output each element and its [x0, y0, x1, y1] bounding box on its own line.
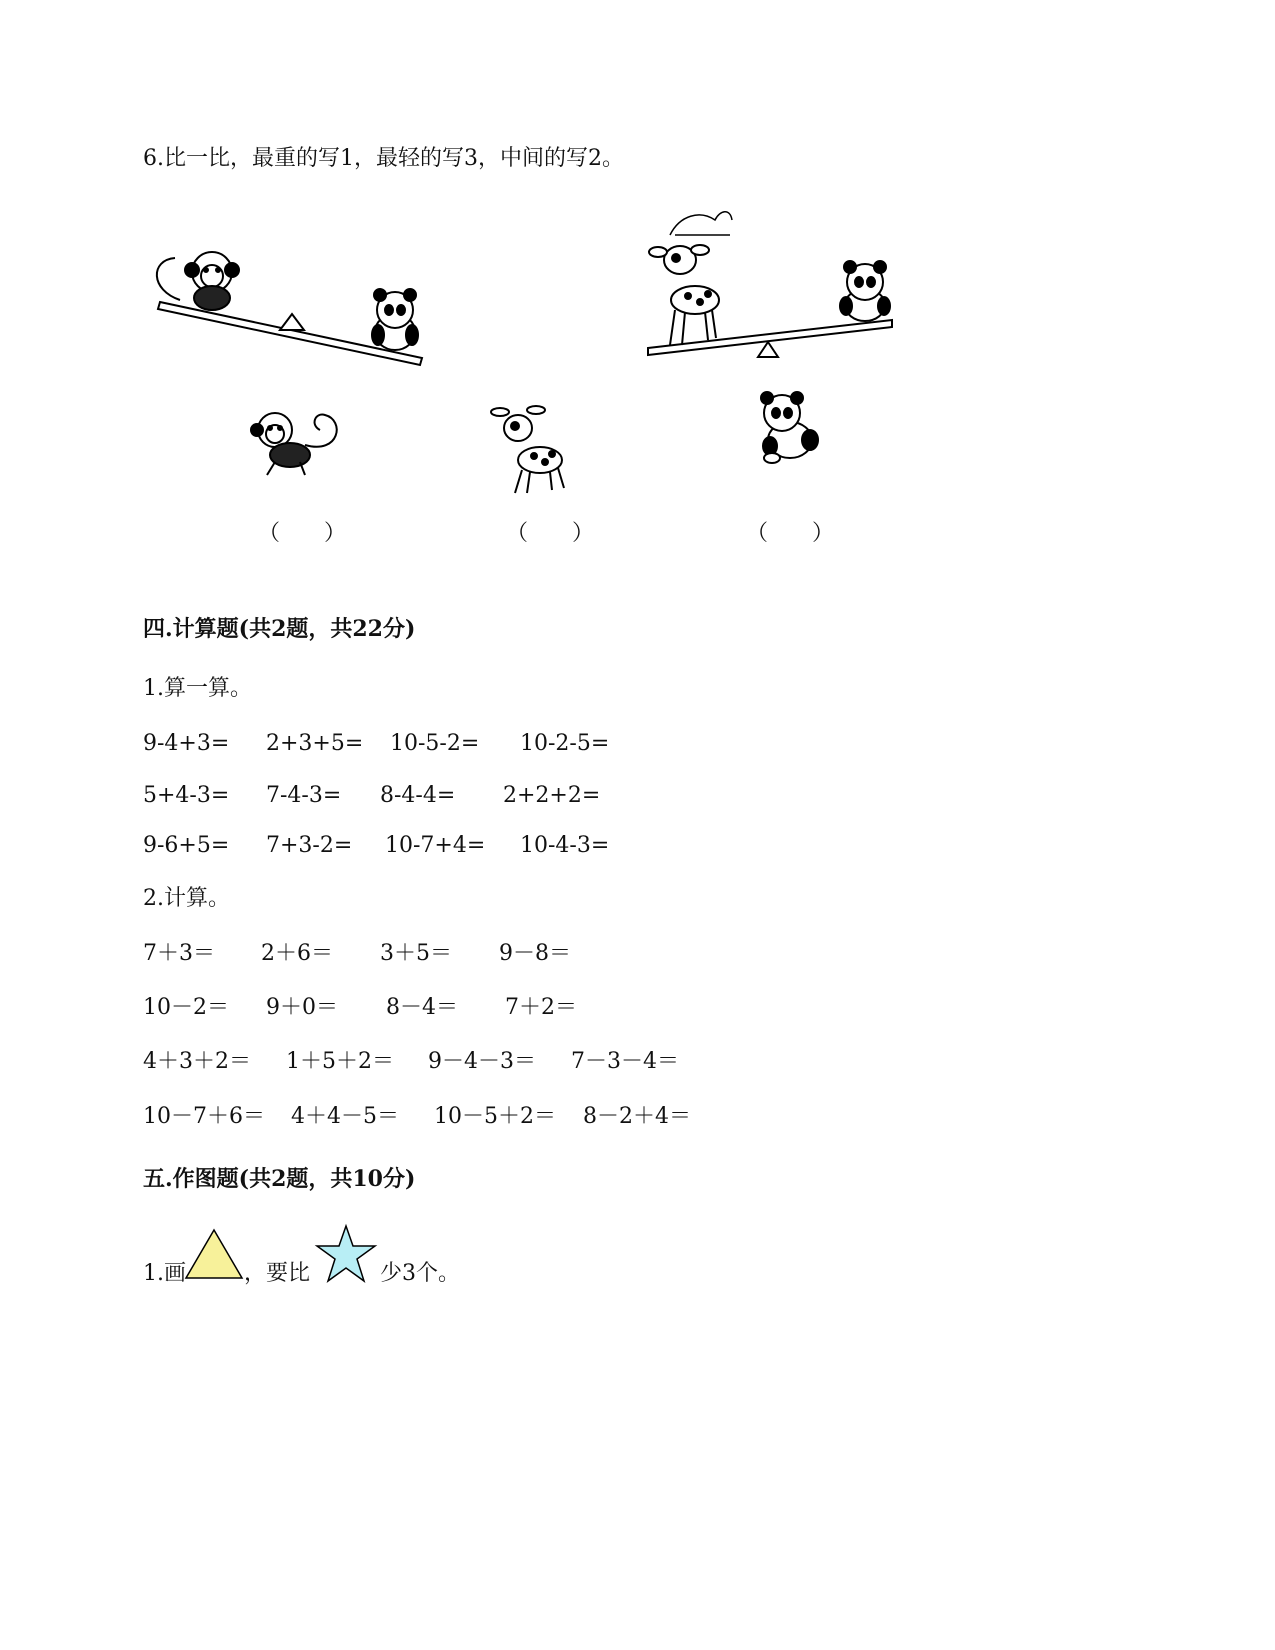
- answer-blank-panda[interactable]: （ ）: [746, 521, 835, 546]
- equation: 10－7＋6＝: [143, 1104, 265, 1129]
- draw-q1-text-end: 少3个。: [380, 1261, 460, 1286]
- calc-q1-title: 1.算一算。: [143, 676, 252, 701]
- panda-icon: [752, 388, 832, 468]
- equation: 8-4-4=: [380, 783, 456, 808]
- equation: 10－5＋2＝: [434, 1104, 556, 1129]
- deer-icon: [490, 398, 580, 498]
- equation: 7＋2＝: [505, 995, 577, 1020]
- equation: 9-6+5=: [143, 833, 230, 858]
- draw-q1-text-start: 1.画: [143, 1261, 186, 1286]
- equation: 7+3-2=: [266, 833, 353, 858]
- equation: 4＋3＋2＝: [143, 1049, 251, 1074]
- seesaw-monkey-panda-illustration: [150, 240, 440, 380]
- monkey-icon: [245, 400, 345, 480]
- equation: 2+3+5=: [266, 731, 364, 756]
- answer-blank-monkey[interactable]: （ ）: [258, 521, 347, 546]
- draw-q1-text-middle: ，要比: [244, 1261, 311, 1286]
- equation: 9－4－3＝: [428, 1049, 536, 1074]
- equation: 7-4-3=: [266, 783, 342, 808]
- seesaw-deer-panda-illustration: [640, 200, 900, 360]
- equation: 2+2+2=: [503, 783, 601, 808]
- panda-icon: [840, 261, 890, 321]
- equation: 3＋5＝: [380, 941, 452, 966]
- panda-icon: [372, 289, 418, 350]
- equation: 10-2-5=: [520, 731, 610, 756]
- equation: 8－2＋4＝: [583, 1104, 691, 1129]
- equation: 10-4-3=: [520, 833, 610, 858]
- deer-icon: [649, 245, 719, 345]
- equation: 10-7+4=: [385, 833, 486, 858]
- section-4-heading: 四.计算题(共2题，共22分): [143, 616, 416, 642]
- equation: 9－8＝: [499, 941, 571, 966]
- pivot-icon: [758, 342, 778, 357]
- answer-blank-deer[interactable]: （ ）: [506, 521, 595, 546]
- equation: 5+4-3=: [143, 783, 230, 808]
- grass-icon: [670, 212, 732, 235]
- monkey-icon: [157, 252, 239, 310]
- equation: 9-4+3=: [143, 731, 230, 756]
- equation: 9＋0＝: [266, 995, 338, 1020]
- equation: 7＋3＝: [143, 941, 215, 966]
- equation: 1＋5＋2＝: [286, 1049, 394, 1074]
- question-6-prompt: 6.比一比，最重的写1，最轻的写3，中间的写2。: [143, 146, 624, 171]
- equation: 2＋6＝: [261, 941, 333, 966]
- equation: 8－4＝: [386, 995, 458, 1020]
- star-icon: [314, 1224, 378, 1284]
- calc-q2-title: 2.计算。: [143, 886, 230, 911]
- section-5-heading: 五.作图题(共2题，共10分): [143, 1166, 416, 1192]
- equation: 4＋4－5＝: [291, 1104, 399, 1129]
- equation: 10-5-2=: [390, 731, 480, 756]
- pivot-icon: [280, 314, 304, 330]
- triangle-icon: [184, 1228, 244, 1280]
- equation: 7－3－4＝: [571, 1049, 679, 1074]
- equation: 10－2＝: [143, 995, 229, 1020]
